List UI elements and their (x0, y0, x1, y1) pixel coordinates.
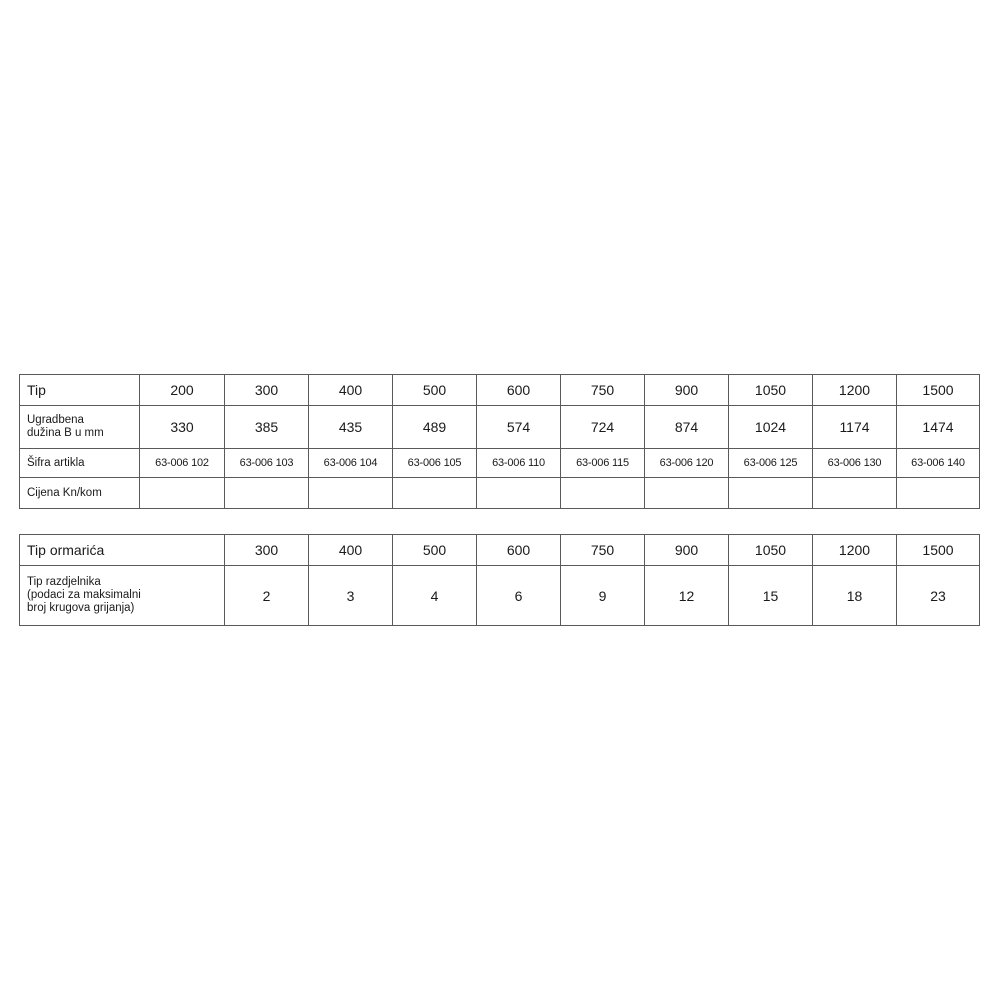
cell-circuits: 18 (813, 566, 897, 626)
cell-circuits: 15 (729, 566, 813, 626)
cell-tip: 300 (225, 375, 309, 406)
label-line: Tip razdjelnika (27, 576, 101, 588)
cell-tip: 750 (561, 375, 645, 406)
cell-circuits: 4 (393, 566, 477, 626)
cell-code: 63-006 130 (813, 449, 897, 478)
cell-length: 435 (309, 406, 393, 449)
cell-price (645, 478, 729, 509)
cabinet-specs-table (19, 534, 980, 626)
cell-cabinet: 600 (477, 535, 561, 566)
label-line: dužina B u mm (27, 427, 104, 439)
cell-circuits: 12 (645, 566, 729, 626)
cell-code: 63-006 102 (140, 449, 225, 478)
cell-cabinet: 1050 (729, 535, 813, 566)
cell-tip: 500 (393, 375, 477, 406)
row-label: Cijena Kn/kom (20, 478, 140, 509)
row-ugradbena (20, 406, 980, 449)
cell-price (477, 478, 561, 509)
label-line: (podaci za maksimalni (27, 589, 141, 601)
cell-circuits: 2 (225, 566, 309, 626)
cell-length: 330 (140, 406, 225, 449)
cell-cabinet: 300 (225, 535, 309, 566)
row-tip (20, 375, 980, 406)
row-label: Šifra artikla (20, 449, 140, 478)
row-sifra (20, 449, 980, 478)
cell-price (729, 478, 813, 509)
cell-code: 63-006 140 (897, 449, 980, 478)
cell-price (897, 478, 980, 509)
cell-circuits: 9 (561, 566, 645, 626)
cell-cabinet: 750 (561, 535, 645, 566)
cell-code: 63-006 105 (393, 449, 477, 478)
label-line: Ugradbena (27, 414, 84, 426)
cell-code: 63-006 125 (729, 449, 813, 478)
cell-code: 63-006 115 (561, 449, 645, 478)
cell-code: 63-006 103 (225, 449, 309, 478)
cell-length: 489 (393, 406, 477, 449)
cell-cabinet: 1200 (813, 535, 897, 566)
cell-tip: 200 (140, 375, 225, 406)
row-label: Tip ormarića (20, 535, 225, 566)
cell-cabinet: 400 (309, 535, 393, 566)
cell-cabinet: 900 (645, 535, 729, 566)
row-label (20, 566, 225, 626)
cell-price (140, 478, 225, 509)
cell-length: 1024 (729, 406, 813, 449)
cell-code: 63-006 120 (645, 449, 729, 478)
cell-cabinet: 500 (393, 535, 477, 566)
row-razdjelnika (20, 566, 980, 626)
cell-tip: 1500 (897, 375, 980, 406)
cell-code: 63-006 110 (477, 449, 561, 478)
cell-length: 1174 (813, 406, 897, 449)
row-label (20, 406, 140, 449)
cell-tip: 1050 (729, 375, 813, 406)
cell-circuits: 3 (309, 566, 393, 626)
cell-tip: 1200 (813, 375, 897, 406)
label-line: broj krugova grijanja) (27, 602, 135, 614)
cell-tip: 400 (309, 375, 393, 406)
row-ormarica (20, 535, 980, 566)
row-label: Tip (20, 375, 140, 406)
cell-price (813, 478, 897, 509)
cell-length: 385 (225, 406, 309, 449)
cell-tip: 900 (645, 375, 729, 406)
cell-length: 874 (645, 406, 729, 449)
cell-cabinet: 1500 (897, 535, 980, 566)
cell-length: 574 (477, 406, 561, 449)
product-specs-table (19, 374, 980, 509)
cell-tip: 600 (477, 375, 561, 406)
cell-price (309, 478, 393, 509)
cell-price (393, 478, 477, 509)
cell-length: 724 (561, 406, 645, 449)
row-cijena (20, 478, 980, 509)
cell-circuits: 6 (477, 566, 561, 626)
cell-code: 63-006 104 (309, 449, 393, 478)
cell-price (561, 478, 645, 509)
cell-price (225, 478, 309, 509)
cell-circuits: 23 (897, 566, 980, 626)
cell-length: 1474 (897, 406, 980, 449)
